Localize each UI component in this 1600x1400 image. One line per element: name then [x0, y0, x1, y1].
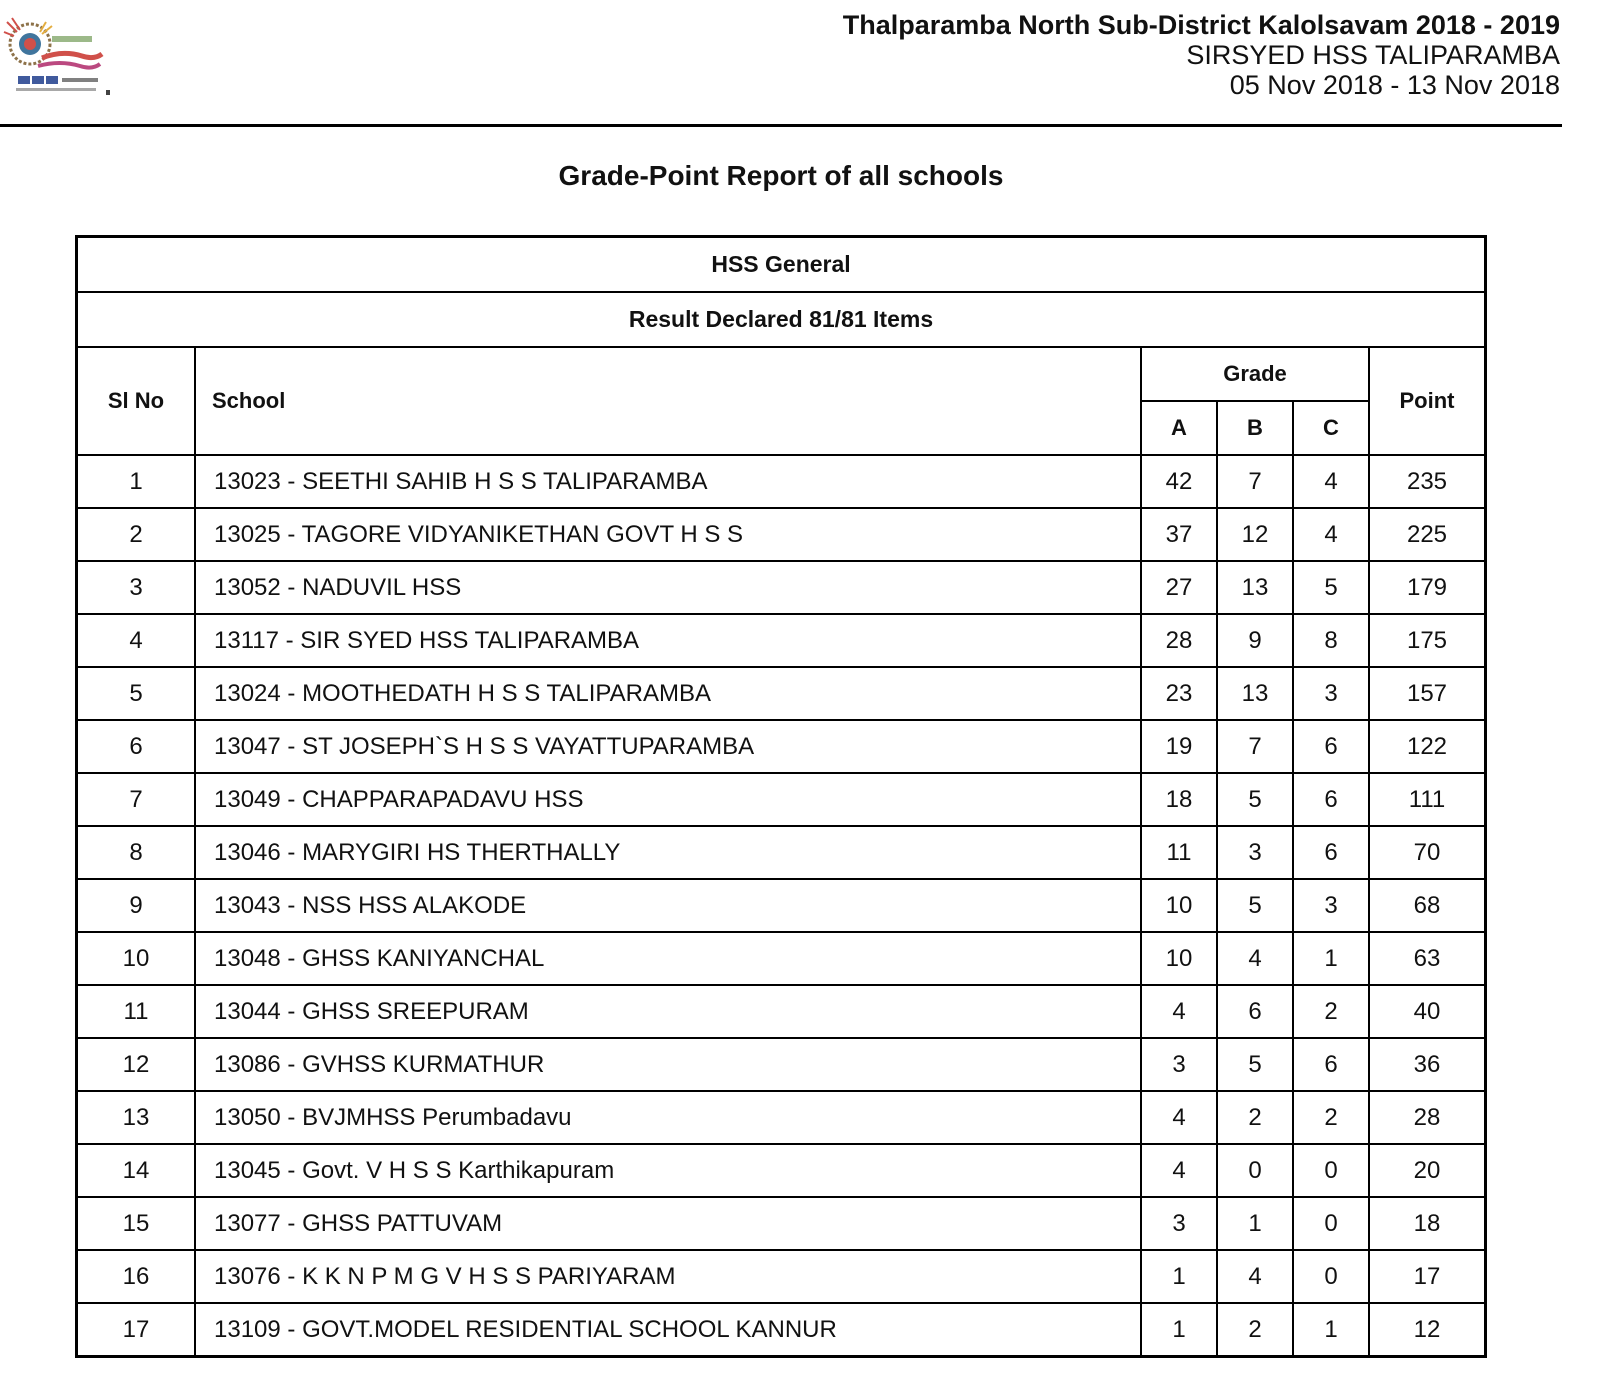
school-cell: 13048 - GHSS KANIYANCHAL: [195, 932, 1141, 985]
results-body: [77, 455, 1486, 1357]
sl-no-cell: 16: [77, 1250, 196, 1303]
table-row: [77, 1038, 1486, 1091]
table-row: [77, 985, 1486, 1038]
grade-b-cell: 0: [1217, 1144, 1293, 1197]
school-cell: 13045 - Govt. V H S S Karthikapuram: [195, 1144, 1141, 1197]
grade-c-cell: 0: [1293, 1197, 1369, 1250]
point-cell: 12: [1369, 1303, 1486, 1357]
school-cell: 13044 - GHSS SREEPURAM: [195, 985, 1141, 1038]
table-row: [77, 455, 1486, 508]
grade-a-header: A: [1141, 401, 1217, 455]
school-cell: 13049 - CHAPPARAPADAVU HSS: [195, 773, 1141, 826]
point-cell: 63: [1369, 932, 1486, 985]
table-row: [77, 932, 1486, 985]
school-cell: 13052 - NADUVIL HSS: [195, 561, 1141, 614]
grade-a-cell: 37: [1141, 508, 1217, 561]
grade-b-cell: 3: [1217, 826, 1293, 879]
grade-c-cell: 1: [1293, 932, 1369, 985]
point-cell: 235: [1369, 455, 1486, 508]
grade-b-cell: 7: [1217, 720, 1293, 773]
grade-a-cell: 1: [1141, 1250, 1217, 1303]
school-cell: 13025 - TAGORE VIDYANIKETHAN GOVT H S S: [195, 508, 1141, 561]
grade-c-cell: 3: [1293, 667, 1369, 720]
venue-name: SIRSYED HSS TALIPARAMBA: [1186, 40, 1560, 70]
point-cell: 40: [1369, 985, 1486, 1038]
table-row: [77, 667, 1486, 720]
grade-b-cell: 2: [1217, 1091, 1293, 1144]
grade-c-cell: 3: [1293, 879, 1369, 932]
grade-a-cell: 28: [1141, 614, 1217, 667]
sl-no-cell: 2: [77, 508, 196, 561]
sl-no-cell: 12: [77, 1038, 196, 1091]
point-cell: 157: [1369, 667, 1486, 720]
grade-a-cell: 10: [1141, 879, 1217, 932]
grade-b-cell: 4: [1217, 1250, 1293, 1303]
grade-a-cell: 19: [1141, 720, 1217, 773]
grade-a-cell: 4: [1141, 1144, 1217, 1197]
point-cell: 28: [1369, 1091, 1486, 1144]
grade-a-cell: 10: [1141, 932, 1217, 985]
school-cell: 13050 - BVJMHSS Perumbadavu: [195, 1091, 1141, 1144]
event-dates: 05 Nov 2018 - 13 Nov 2018: [1229, 70, 1560, 100]
sl-no-cell: 1: [77, 455, 196, 508]
grade-a-cell: 27: [1141, 561, 1217, 614]
report-title: Grade-Point Report of all schools: [558, 160, 1004, 191]
grade-c-cell: 0: [1293, 1144, 1369, 1197]
school-cell: 13024 - MOOTHEDATH H S S TALIPARAMBA: [195, 667, 1141, 720]
table-row: [77, 720, 1486, 773]
sl-no-cell: 13: [77, 1091, 196, 1144]
result-status-row: [77, 292, 1486, 347]
school-cell: 13023 - SEETHI SAHIB H S S TALIPARAMBA: [195, 455, 1141, 508]
point-cell: 225: [1369, 508, 1486, 561]
school-cell: 13109 - GOVT.MODEL RESIDENTIAL SCHOOL KANNUR: [195, 1303, 1141, 1357]
grade-b-cell: 13: [1217, 561, 1293, 614]
column-header-row: [77, 347, 1486, 401]
grade-a-cell: 4: [1141, 985, 1217, 1038]
sl-no-header: Sl No: [77, 347, 196, 455]
table-row: [77, 826, 1486, 879]
grade-a-cell: 18: [1141, 773, 1217, 826]
point-cell: 20: [1369, 1144, 1486, 1197]
grade-c-cell: 4: [1293, 455, 1369, 508]
grade-b-cell: 5: [1217, 1038, 1293, 1091]
sl-no-cell: 6: [77, 720, 196, 773]
point-header: Point: [1369, 347, 1486, 455]
point-cell: 18: [1369, 1197, 1486, 1250]
table-row: [77, 561, 1486, 614]
grade-point-table: [75, 235, 1487, 1358]
school-cell: 13076 - K K N P M G V H S S PARIYARAM: [195, 1250, 1141, 1303]
point-cell: 122: [1369, 720, 1486, 773]
grade-a-cell: 1: [1141, 1303, 1217, 1357]
grade-a-cell: 11: [1141, 826, 1217, 879]
grade-b-cell: 6: [1217, 985, 1293, 1038]
sl-no-cell: 4: [77, 614, 196, 667]
point-cell: 17: [1369, 1250, 1486, 1303]
result-status-label: Result Declared 81/81 Items: [77, 292, 1486, 347]
table-row: [77, 773, 1486, 826]
sl-no-cell: 9: [77, 879, 196, 932]
grade-c-cell: 8: [1293, 614, 1369, 667]
table-row: [77, 1144, 1486, 1197]
grade-a-cell: 42: [1141, 455, 1217, 508]
school-header: School: [195, 347, 1141, 455]
point-cell: 111: [1369, 773, 1486, 826]
point-cell: 175: [1369, 614, 1486, 667]
school-cell: 13047 - ST JOSEPH`S H S S VAYATTUPARAMBA: [195, 720, 1141, 773]
grade-b-cell: 12: [1217, 508, 1293, 561]
grade-c-cell: 6: [1293, 720, 1369, 773]
school-cell: 13043 - NSS HSS ALAKODE: [195, 879, 1141, 932]
school-cell: 13077 - GHSS PATTUVAM: [195, 1197, 1141, 1250]
grade-b-cell: 13: [1217, 667, 1293, 720]
school-cell: 13046 - MARYGIRI HS THERTHALLY: [195, 826, 1141, 879]
grade-a-cell: 3: [1141, 1038, 1217, 1091]
grade-b-cell: 7: [1217, 455, 1293, 508]
point-cell: 70: [1369, 826, 1486, 879]
table-row: [77, 1303, 1486, 1357]
grade-c-header: C: [1293, 401, 1369, 455]
grade-c-cell: 4: [1293, 508, 1369, 561]
category-label: HSS General: [77, 237, 1486, 293]
point-cell: 68: [1369, 879, 1486, 932]
grade-c-cell: 6: [1293, 826, 1369, 879]
category-row: [77, 237, 1486, 293]
grade-b-cell: 1: [1217, 1197, 1293, 1250]
sl-no-cell: 8: [77, 826, 196, 879]
header-divider: [0, 124, 1562, 127]
table-row: [77, 1091, 1486, 1144]
report-header: [843, 10, 1560, 100]
event-title: Thalparamba North Sub-District Kalolsavam 2018 - 2019: [842, 10, 1560, 40]
sl-no-cell: 11: [77, 985, 196, 1038]
grade-header: Grade: [1141, 347, 1369, 401]
grade-c-cell: 2: [1293, 1091, 1369, 1144]
sl-no-cell: 5: [77, 667, 196, 720]
grade-b-cell: 5: [1217, 773, 1293, 826]
grade-b-cell: 5: [1217, 879, 1293, 932]
point-cell: 36: [1369, 1038, 1486, 1091]
table-row: [77, 1250, 1486, 1303]
table-row: [77, 879, 1486, 932]
point-cell: 179: [1369, 561, 1486, 614]
grade-a-cell: 4: [1141, 1091, 1217, 1144]
grade-c-cell: 1: [1293, 1303, 1369, 1357]
logo-emblem-icon: [2, 14, 118, 98]
sl-no-cell: 15: [77, 1197, 196, 1250]
grade-c-cell: 5: [1293, 561, 1369, 614]
grade-c-cell: 6: [1293, 773, 1369, 826]
sl-no-cell: 3: [77, 561, 196, 614]
table-row: [77, 614, 1486, 667]
grade-c-cell: 6: [1293, 1038, 1369, 1091]
sl-no-cell: 14: [77, 1144, 196, 1197]
kalolsavam-logo: [2, 14, 118, 98]
table-row: [77, 1197, 1486, 1250]
grade-a-cell: 3: [1141, 1197, 1217, 1250]
school-cell: 13117 - SIR SYED HSS TALIPARAMBA: [195, 614, 1141, 667]
table-row: [77, 508, 1486, 561]
grade-b-header: B: [1217, 401, 1293, 455]
school-cell: 13086 - GVHSS KURMATHUR: [195, 1038, 1141, 1091]
sl-no-cell: 7: [77, 773, 196, 826]
sl-no-cell: 10: [77, 932, 196, 985]
grade-b-cell: 9: [1217, 614, 1293, 667]
grade-b-cell: 4: [1217, 932, 1293, 985]
sl-no-cell: 17: [77, 1303, 196, 1357]
grade-a-cell: 23: [1141, 667, 1217, 720]
grade-b-cell: 2: [1217, 1303, 1293, 1357]
grade-c-cell: 2: [1293, 985, 1369, 1038]
grade-c-cell: 0: [1293, 1250, 1369, 1303]
